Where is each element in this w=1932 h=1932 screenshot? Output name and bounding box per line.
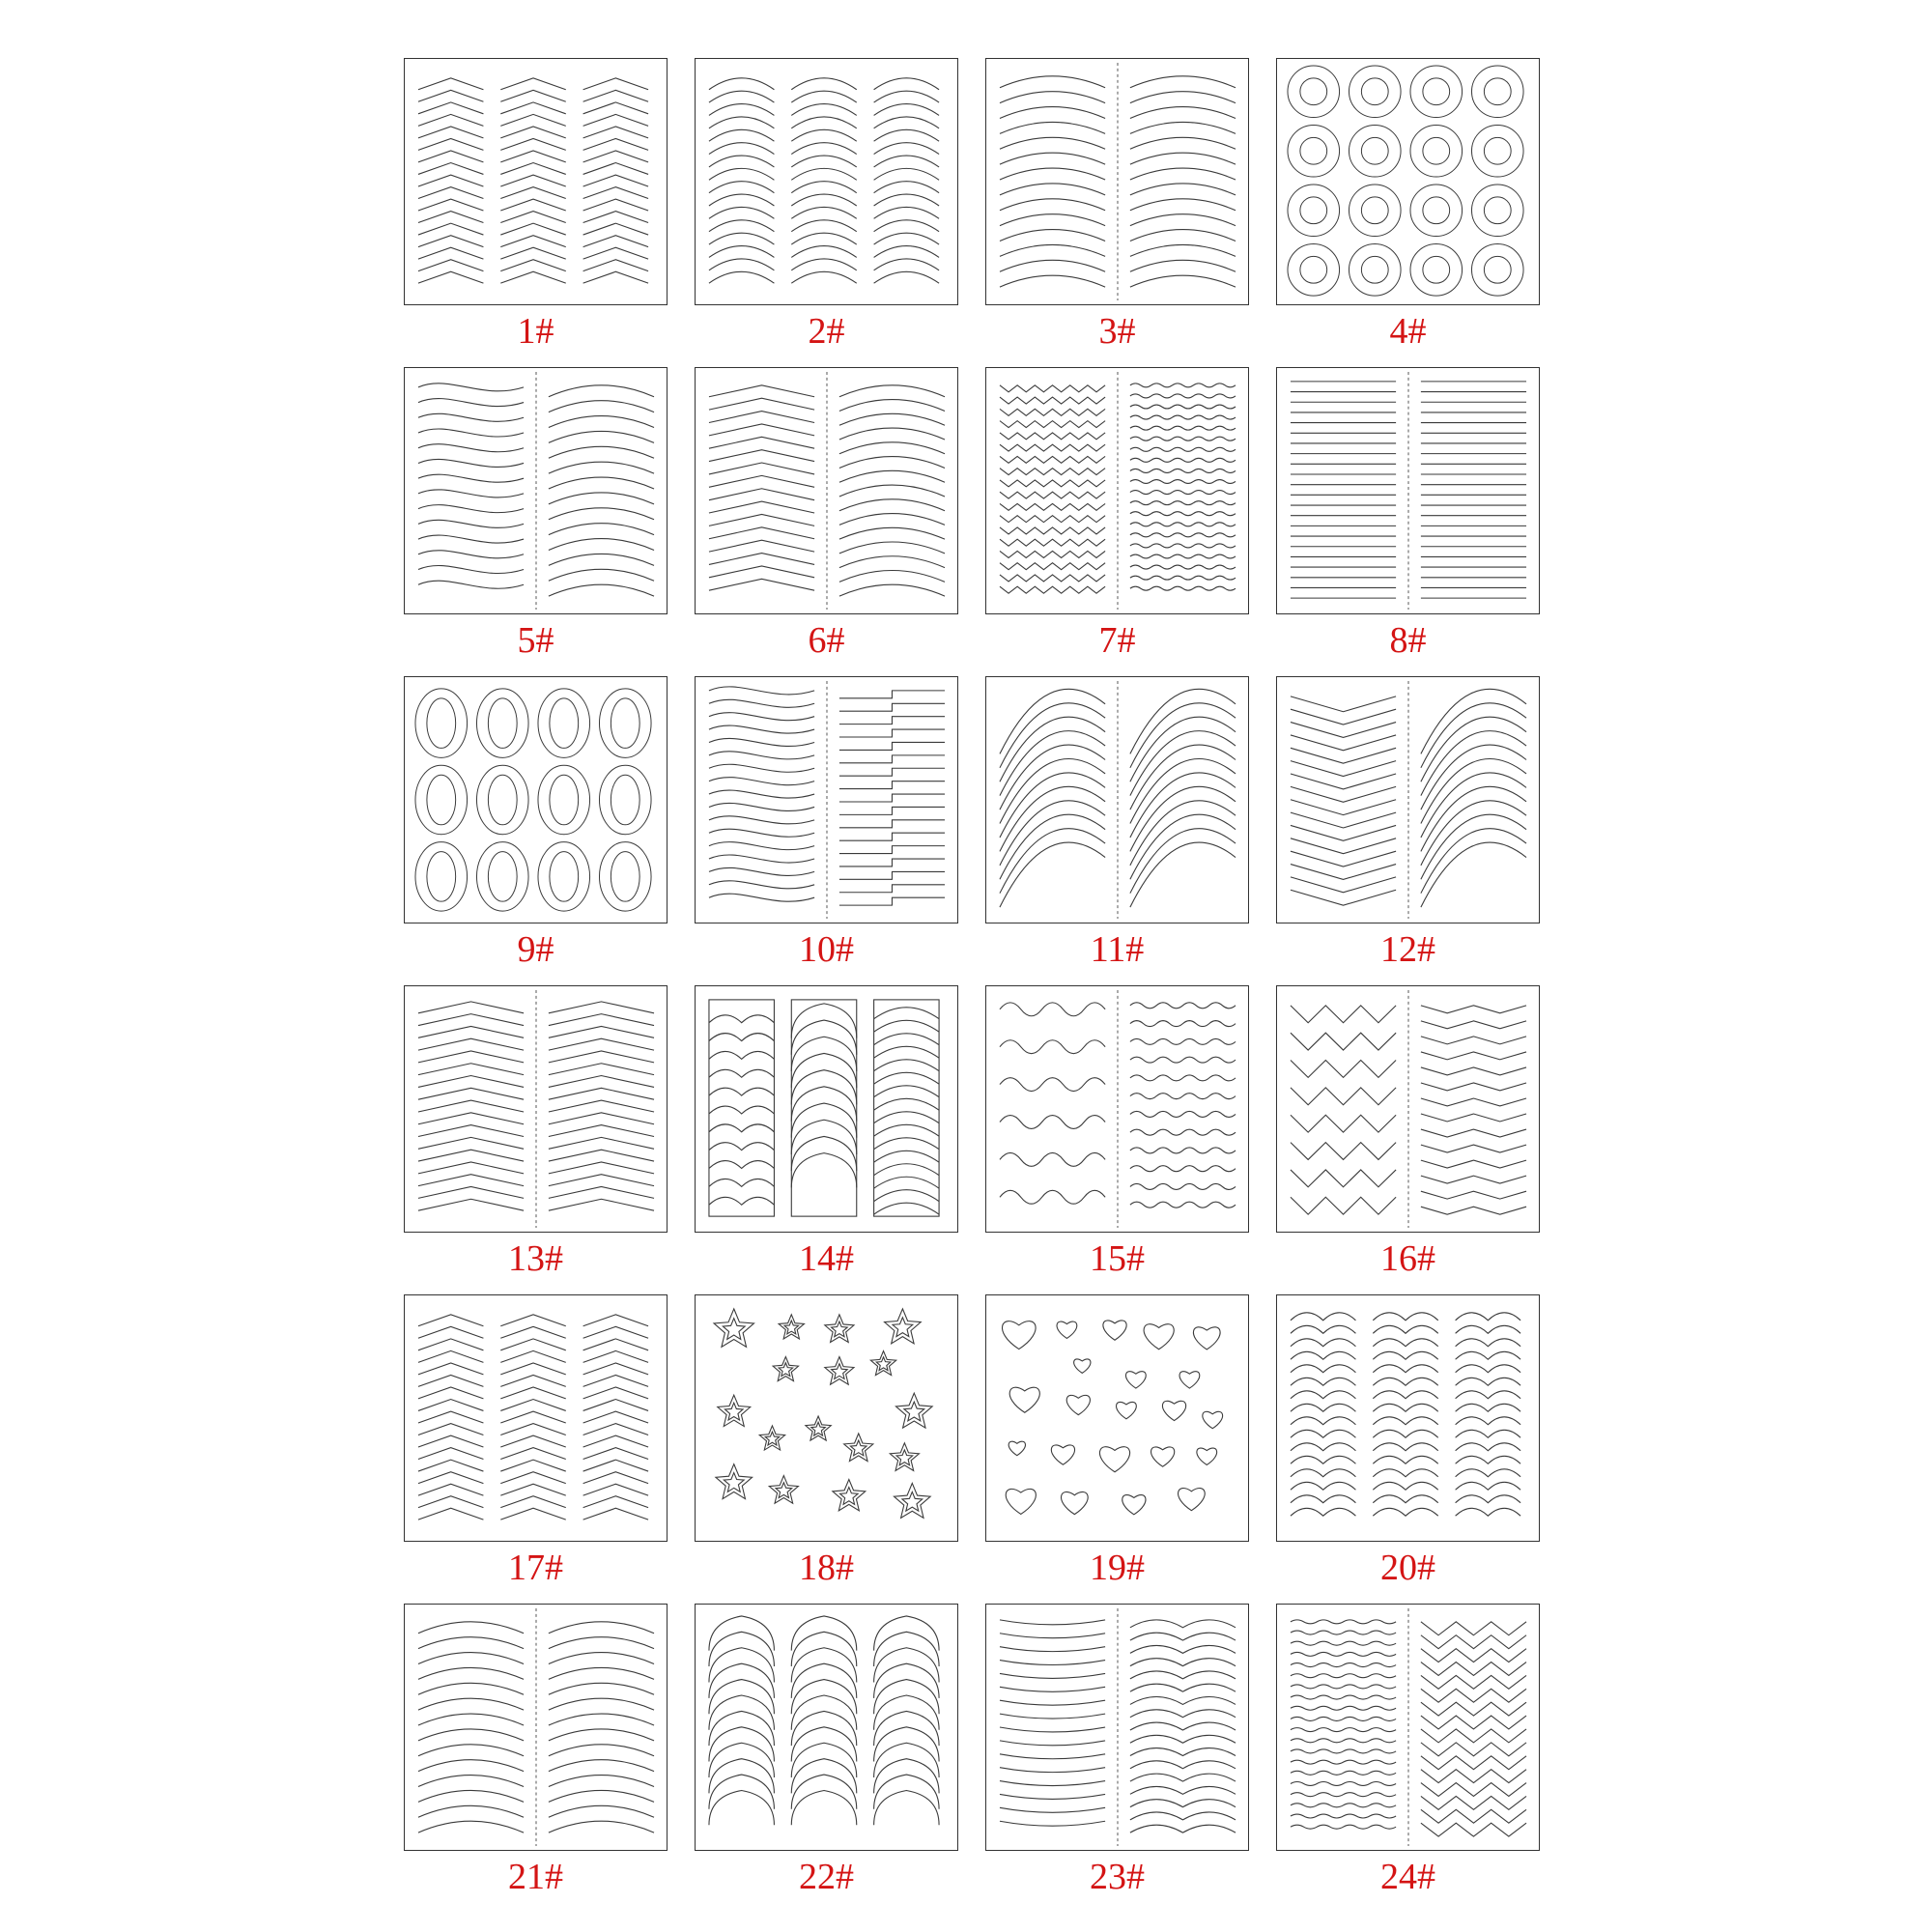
stencil-panel — [1276, 676, 1540, 923]
stencil-pattern — [986, 59, 1248, 304]
stencil-label: 13# — [508, 1238, 563, 1279]
stencil-pattern — [405, 1295, 667, 1541]
stencil-10[interactable] — [695, 676, 958, 985]
stencil-23[interactable] — [985, 1604, 1249, 1913]
stencil-9[interactable] — [404, 676, 668, 985]
stencil-2[interactable] — [695, 58, 958, 367]
stencil-pattern — [986, 677, 1248, 923]
stencil-19[interactable] — [985, 1294, 1249, 1604]
stencil-label: 3# — [1098, 311, 1136, 352]
stencil-24[interactable] — [1276, 1604, 1540, 1913]
stencil-label: 16# — [1380, 1238, 1435, 1279]
stencil-pattern — [1277, 59, 1539, 304]
stencil-panel — [695, 985, 958, 1233]
stencil-label: 18# — [799, 1548, 854, 1588]
stencil-5[interactable] — [404, 367, 668, 676]
stencil-4[interactable] — [1276, 58, 1540, 367]
stencil-16[interactable] — [1276, 985, 1540, 1294]
stencil-22[interactable] — [695, 1604, 958, 1913]
stencil-pattern — [405, 677, 667, 923]
stencil-panel — [1276, 58, 1540, 305]
stencil-label: 1# — [517, 311, 554, 352]
stencil-panel — [1276, 985, 1540, 1233]
stencil-3[interactable] — [985, 58, 1249, 367]
stencil-panel — [1276, 367, 1540, 614]
stencil-panel — [695, 58, 958, 305]
stencil-label: 21# — [508, 1857, 563, 1897]
stencil-pattern — [696, 368, 957, 613]
stencil-21[interactable] — [404, 1604, 668, 1913]
stencil-panel — [404, 985, 668, 1233]
stencil-label: 9# — [517, 929, 554, 970]
stencil-label: 15# — [1090, 1238, 1145, 1279]
stencil-8[interactable] — [1276, 367, 1540, 676]
stencil-pattern — [1277, 1605, 1539, 1850]
stencil-pattern — [986, 986, 1248, 1232]
stencil-label: 5# — [517, 620, 554, 661]
stencil-1[interactable] — [404, 58, 668, 367]
stencil-pattern — [1277, 677, 1539, 923]
stencil-panel — [404, 1604, 668, 1851]
stencil-panel — [985, 58, 1249, 305]
stencil-panel — [695, 676, 958, 923]
stencil-pattern — [1277, 986, 1539, 1232]
stencil-panel — [404, 367, 668, 614]
stencil-pattern — [405, 59, 667, 304]
stencil-pattern — [405, 1605, 667, 1850]
stencil-pattern — [986, 1605, 1248, 1850]
stencil-label: 6# — [808, 620, 845, 661]
stencil-pattern — [986, 1295, 1248, 1541]
stencil-panel — [985, 676, 1249, 923]
stencil-label: 11# — [1090, 929, 1145, 970]
stencil-15[interactable] — [985, 985, 1249, 1294]
stencil-13[interactable] — [404, 985, 668, 1294]
stencil-panel — [985, 1294, 1249, 1542]
stencil-pattern — [696, 1295, 957, 1541]
stencil-panel — [695, 1294, 958, 1542]
stencil-label: 14# — [799, 1238, 854, 1279]
stencil-label: 10# — [799, 929, 854, 970]
stencil-label: 24# — [1380, 1857, 1435, 1897]
stencil-6[interactable] — [695, 367, 958, 676]
stencil-label: 23# — [1090, 1857, 1145, 1897]
stencil-label: 17# — [508, 1548, 563, 1588]
stencil-pattern — [405, 986, 667, 1232]
stencil-panel — [404, 1294, 668, 1542]
stencil-label: 19# — [1090, 1548, 1145, 1588]
stencil-label: 2# — [808, 311, 845, 352]
stencil-pattern — [696, 59, 957, 304]
stencil-11[interactable] — [985, 676, 1249, 985]
stencil-label: 7# — [1098, 620, 1136, 661]
stencil-14[interactable] — [695, 985, 958, 1294]
stencil-pattern — [696, 986, 957, 1232]
stencil-pattern — [696, 677, 957, 923]
stencil-12[interactable] — [1276, 676, 1540, 985]
stencil-panel — [985, 367, 1249, 614]
stencil-18[interactable] — [695, 1294, 958, 1604]
stencil-pattern — [986, 368, 1248, 613]
stencil-label: 22# — [799, 1857, 854, 1897]
stencil-20[interactable] — [1276, 1294, 1540, 1604]
stencil-panel — [695, 367, 958, 614]
stencil-panel — [404, 58, 668, 305]
stencil-pattern — [1277, 1295, 1539, 1541]
stencil-17[interactable] — [404, 1294, 668, 1604]
stencil-pattern — [1277, 368, 1539, 613]
stencil-7[interactable] — [985, 367, 1249, 676]
stencil-pattern — [405, 368, 667, 613]
stencil-label: 8# — [1389, 620, 1427, 661]
stencil-panel — [1276, 1604, 1540, 1851]
stencil-pattern — [696, 1605, 957, 1850]
stencil-panel — [404, 676, 668, 923]
stencil-panel — [695, 1604, 958, 1851]
stencil-label: 4# — [1389, 311, 1427, 352]
stencil-label: 12# — [1380, 929, 1435, 970]
stencil-panel — [1276, 1294, 1540, 1542]
stencil-sheet — [404, 58, 1540, 1913]
stencil-label: 20# — [1380, 1548, 1435, 1588]
stencil-panel — [985, 985, 1249, 1233]
stencil-panel — [985, 1604, 1249, 1851]
